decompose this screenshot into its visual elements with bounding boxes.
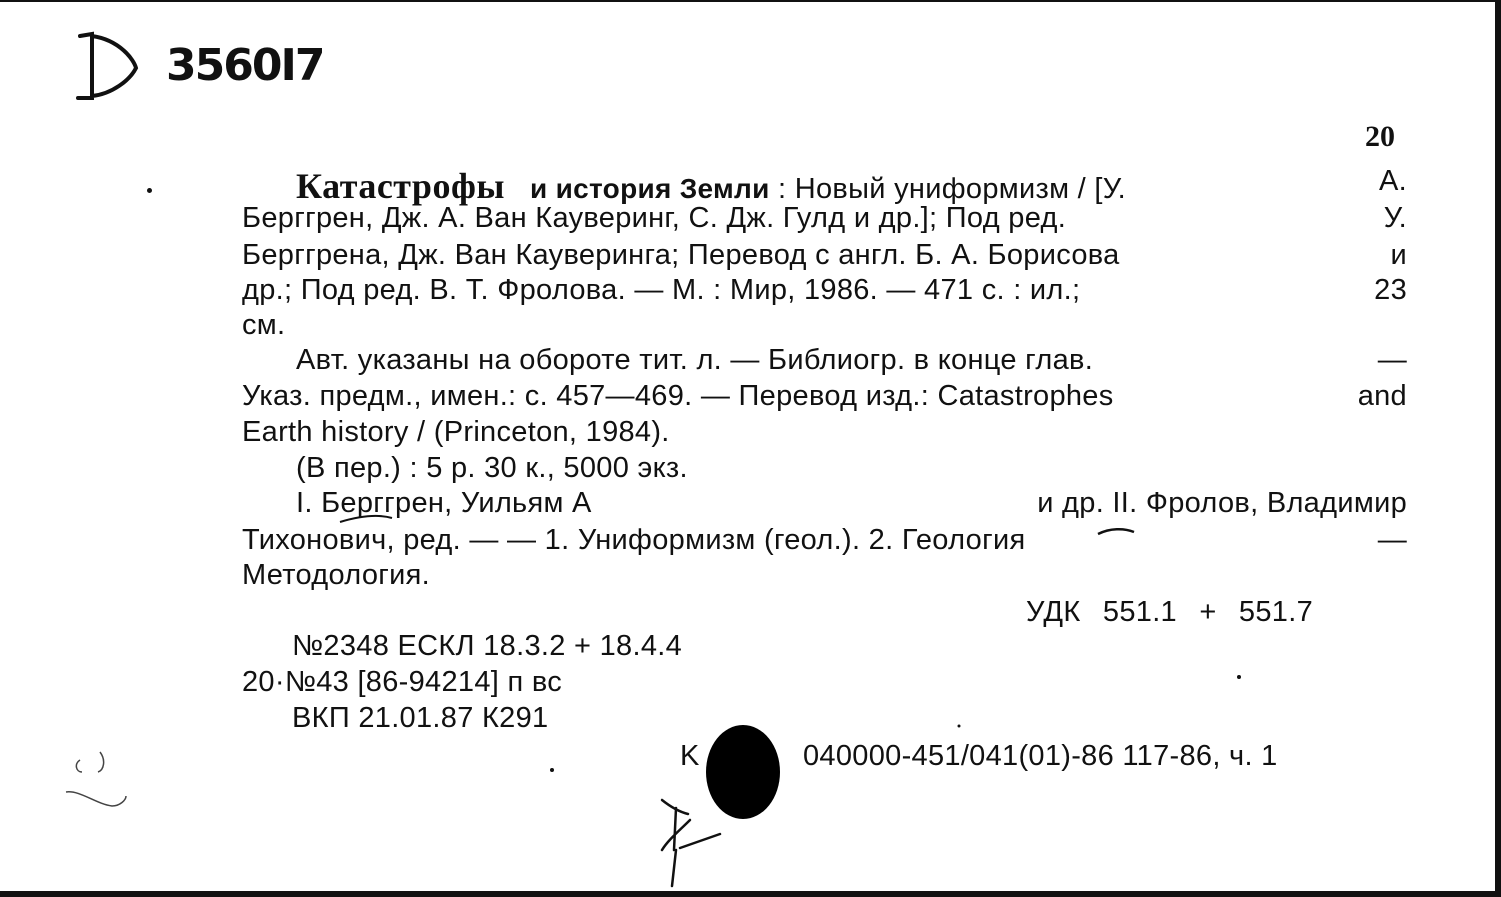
speck xyxy=(550,768,554,772)
index-prefix: K xyxy=(680,740,700,772)
notes-line-2b: and xyxy=(1357,380,1407,412)
desc-line-5: см. xyxy=(242,309,286,341)
desc-line-4a: др.; Под ред. В. Т. Фролова. — М. : Мир, 1986. — 471 с. : ил.; xyxy=(242,274,1081,306)
notes-line-1a: Авт. указаны на обороте тит. л. — Библиогр. в конце глав. xyxy=(296,344,1094,376)
tracings-line-3: Методология. xyxy=(242,559,431,591)
pen-stroke-icon xyxy=(1098,529,1134,534)
tracings-line-1b: и др. II. Фролов, Владимир xyxy=(1037,487,1407,519)
desc-line-1b: А. xyxy=(1379,165,1407,197)
desc-line-1a: : Новый униформизм / [У. xyxy=(778,173,1126,205)
desc-line-4b: 23 xyxy=(1374,274,1407,306)
speck xyxy=(1237,675,1241,679)
tracings-line-2b: — xyxy=(1377,524,1407,556)
price-line: (В пер.) : 5 р. 30 к., 5000 экз. xyxy=(296,452,688,484)
tracings-line-1a: I. Берггрен, Уильям А xyxy=(296,487,592,519)
margin-mark-icon xyxy=(66,752,126,806)
index-code: 040000-451/041(01)-86 117-86, ч. 1 xyxy=(803,740,1278,772)
vkp-line: ВКП 21.01.87 К291 xyxy=(292,702,549,734)
notes-line-2a: Указ. предм., имен.: с. 457—469. — Перевод изд.: Catastrophes xyxy=(242,380,1114,412)
tracings-line-2a: Тихонович, ред. — — 1. Униформизм (геол.). 2. Геология xyxy=(242,524,1026,556)
desc-line-2b: У. xyxy=(1383,202,1407,234)
title-rest: и история Земли xyxy=(530,173,770,204)
speck xyxy=(958,725,961,728)
title-main: Катастрофы xyxy=(296,166,505,206)
udc-classification: УДК 551.1 + 551.7 xyxy=(1026,596,1314,628)
accession-number: 3560I7 xyxy=(166,40,324,91)
shelf-mark: 20 xyxy=(1365,120,1395,153)
catalog-code: №2348 ЕСКЛ 18.3.2 + 18.4.4 xyxy=(292,630,683,662)
notes-line-1b: — xyxy=(1377,344,1407,376)
handwritten-mark-icon xyxy=(662,800,720,886)
desc-line-3b: и xyxy=(1390,239,1407,271)
pen-underline-icon xyxy=(340,516,392,522)
notes-line-3: Earth history / (Princeton, 1984). xyxy=(242,416,670,448)
desc-line-3a: Берггрена, Дж. Ван Кауверинга; Перевод с англ. Б. А. Борисова xyxy=(242,239,1120,271)
desc-line-2a: Берггрен, Дж. А. Ван Кауверинг, С. Дж. Гулд и др.]; Под ред. xyxy=(242,202,1067,234)
order-line: 20·№43 [86-94214] п вс xyxy=(242,666,563,698)
